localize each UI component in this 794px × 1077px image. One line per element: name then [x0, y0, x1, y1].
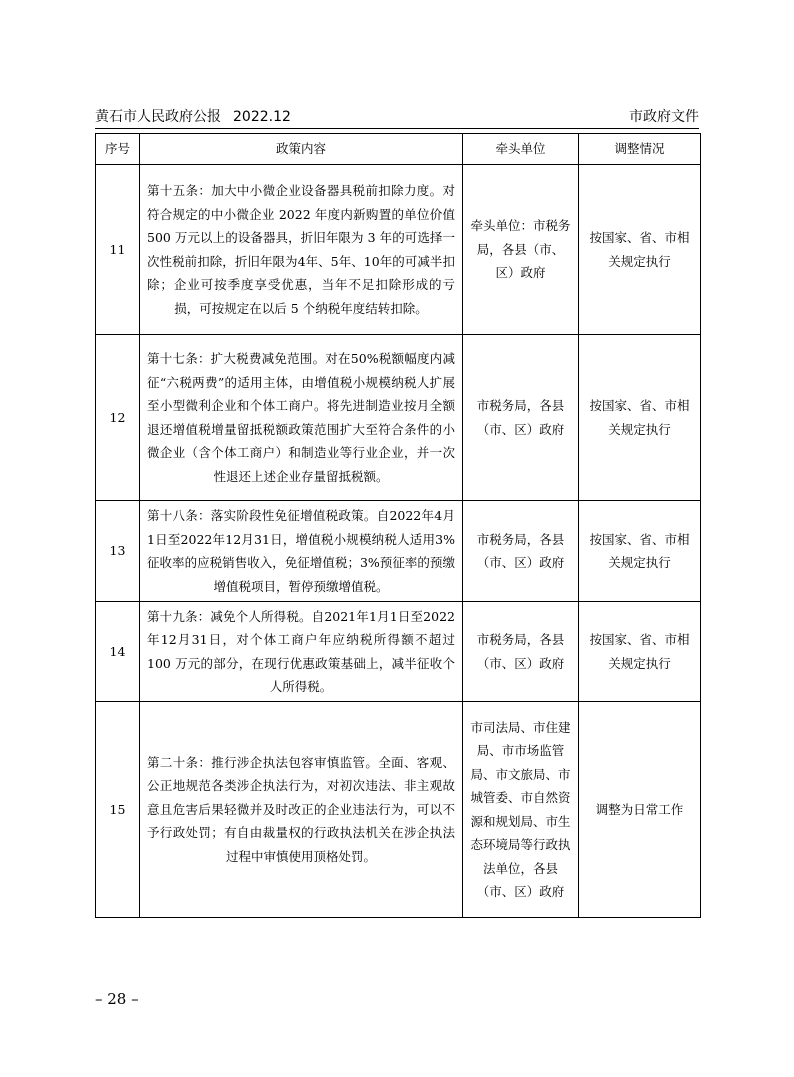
issue-date: 2022.12 — [233, 109, 291, 125]
row-number: 13 — [96, 501, 140, 602]
lead-unit: 市税务局，各县（市、区）政府 — [463, 602, 579, 702]
table-row — [96, 335, 701, 501]
adjustment-status: 调整为日常工作 — [579, 702, 701, 918]
policy-content: 第十九条：减免个人所得税。自2021年1月1日至2022年12月31日，对个体工商户年应纳税所得额不超过 100 万元的部分，在现行优惠政策基础上，减半征收个人所得税。 — [140, 602, 463, 702]
column-header-lead: 牵头单位 — [463, 134, 579, 165]
column-header-no: 序号 — [96, 134, 140, 165]
row-number: 11 — [96, 165, 140, 335]
table-row — [96, 165, 701, 335]
page-number: – 28 – — [95, 990, 139, 1008]
table-row — [96, 702, 701, 918]
adjustment-status: 按国家、省、市相关规定执行 — [579, 165, 701, 335]
policy-content: 第十五条：加大中小微企业设备器具税前扣除力度。对符合规定的中小微企业 2022 年度内新购置的单位价值 500 万元以上的设备器具，折旧年限为 3 年的可选择一次性税前扣除，折旧年限为4年、5年、10年的可减半扣除；企业可按季度享受优惠，当年不足扣除形成的亏损，可按规定在以后 5 个纳税年度结转扣除。 — [140, 165, 463, 335]
document-category: 市政府文件 — [629, 109, 699, 125]
policy-table — [95, 133, 701, 918]
lead-unit: 市司法局、市住建局、市市场监管局、市文旅局、市城管委、市自然资源和规划局、市生态环境局等行政执法单位，各县（市、区）政府 — [463, 702, 579, 918]
publication-info — [95, 106, 291, 126]
page-header — [95, 104, 699, 129]
table-header-row — [96, 134, 701, 165]
policy-content: 第十七条：扩大税费减免范围。对在50%税额幅度内减征“六税两费”的适用主体，由增值税小规模纳税人扩展至小型微利企业和个体工商户。将先进制造业按月全额退还增值税增量留抵税额政策范围扩大至符合条件的小微企业（含个体工商户）和制造业等行业企业，并一次性退还上述企业存量留抵税额。 — [140, 335, 463, 501]
policy-content: 第二十条：推行涉企执法包容审慎监管。全面、客观、公正地规范各类涉企执法行为，对初次违法、非主观故意且危害后果轻微并及时改正的企业违法行为，可以不予行政处罚；有自由裁量权的行政执法机关在涉企执法过程中审慎使用顶格处罚。 — [140, 702, 463, 918]
publication-title: 黄石市人民政府公报 — [95, 109, 221, 125]
lead-unit: 牵头单位：市税务局，各县（市、区）政府 — [463, 165, 579, 335]
row-number: 14 — [96, 602, 140, 702]
column-header-adjust: 调整情况 — [579, 134, 701, 165]
table-row — [96, 602, 701, 702]
lead-unit: 市税务局，各县（市、区）政府 — [463, 501, 579, 602]
row-number: 15 — [96, 702, 140, 918]
column-header-content: 政策内容 — [140, 134, 463, 165]
row-number: 12 — [96, 335, 140, 501]
lead-unit: 市税务局，各县（市、区）政府 — [463, 335, 579, 501]
adjustment-status: 按国家、省、市相关规定执行 — [579, 335, 701, 501]
adjustment-status: 按国家、省、市相关规定执行 — [579, 602, 701, 702]
adjustment-status: 按国家、省、市相关规定执行 — [579, 501, 701, 602]
table-row — [96, 501, 701, 602]
policy-content: 第十八条：落实阶段性免征增值税政策。自2022年4月1日至2022年12月31日，增值税小规模纳税人适用3%征收率的应税销售收入，免征增值税；3%预征率的预缴增值税项目，暂停预缴增值税。 — [140, 501, 463, 602]
